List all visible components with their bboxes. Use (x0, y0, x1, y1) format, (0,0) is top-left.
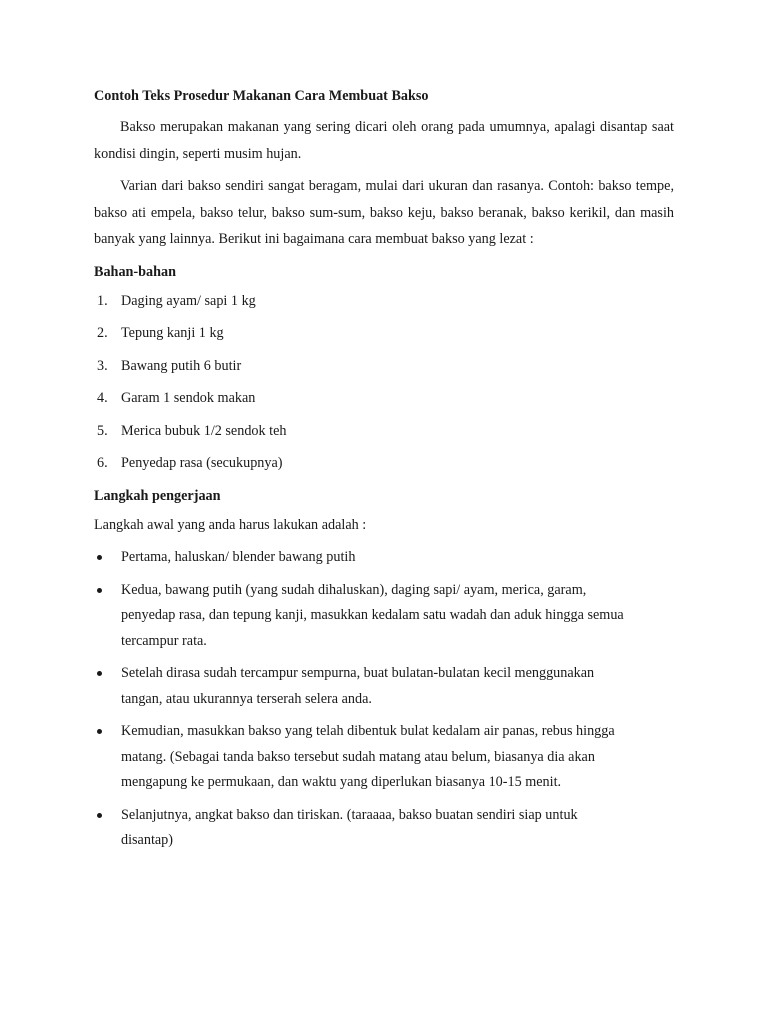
list-item (94, 803, 654, 854)
list-item (94, 452, 674, 485)
list-number: 6. (97, 455, 108, 472)
list-number: 3. (97, 357, 108, 374)
step-line: tercampur rata. (121, 632, 207, 649)
list-item (94, 387, 674, 420)
bullet-icon (97, 729, 102, 734)
list-item (94, 290, 674, 323)
list-number: 2. (97, 325, 108, 342)
step-line: Selanjutnya, angkat bakso dan tiriskan. (taraaaa, bakso buatan sendiri siap untuk (121, 806, 578, 823)
bahan-list (94, 290, 674, 486)
variant-paragraph: Varian dari bakso sendiri sangat beragam, mulai dari ukuran dan rasanya. Contoh: bakso tempe, bakso ati empela, bakso telur, bakso sum-sum, bakso keju, bakso beranak, bakso kerikil, dan masih banyak yang lainnya. Berikut ini bagaimana cara membuat bakso yang lezat : (94, 178, 674, 247)
list-number: 1. (97, 292, 108, 309)
list-item (94, 545, 654, 571)
step-line: Setelah dirasa sudah tercampur sempurna, buat bulatan-bulatan kecil menggunakan (121, 665, 595, 682)
list-item (94, 719, 654, 796)
step-line: matang. (Sebagai tanda bakso tersebut sudah matang atau belum, biasanya dia akan (121, 748, 595, 765)
step-line: tangan, atau ukurannya terserah selera anda. (121, 690, 372, 707)
list-item-text: Merica bubuk 1/2 sendok teh (121, 422, 287, 439)
bullet-icon (97, 588, 102, 593)
list-item (94, 322, 674, 355)
step-line: mengapung ke permukaan, dan waktu yang diperlukan biasanya 10-15 menit. (121, 774, 562, 791)
document-title: Contoh Teks Prosedur Makanan Cara Membuat Bakso (94, 88, 429, 104)
step-line: Pertama, haluskan/ blender bawang putih (121, 549, 356, 566)
list-item-text: Garam 1 sendok makan (121, 390, 256, 407)
langkah-list (94, 545, 654, 854)
bullet-icon (97, 813, 102, 818)
list-item (94, 355, 674, 388)
bullet-icon (97, 671, 102, 676)
langkah-heading: Langkah pengerjaan (94, 488, 221, 505)
step-line: disantap) (121, 832, 174, 849)
list-number: 4. (97, 390, 108, 407)
document-content (94, 85, 674, 861)
step-line: penyedap rasa, dan tepung kanji, masukkan kedalam satu wadah dan aduk hingga semua (121, 607, 624, 624)
list-item-text: Tepung kanji 1 kg (121, 325, 224, 342)
list-item-text: Daging ayam/ sapi 1 kg (121, 292, 256, 309)
intro-paragraph: Bakso merupakan makanan yang sering dicari oleh orang pada umumnya, apalagi disantap saat kondisi dingin, seperti musim hujan. (94, 119, 674, 162)
step-line: Kemudian, masukkan bakso yang telah dibentuk bulat kedalam air panas, rebus hingga (121, 723, 615, 740)
list-number: 5. (97, 422, 108, 439)
langkah-intro: Langkah awal yang anda harus lakukan adalah : (94, 517, 367, 534)
list-item (94, 578, 654, 655)
list-item-text: Bawang putih 6 butir (121, 357, 242, 374)
list-item (94, 420, 674, 453)
list-item-text: Penyedap rasa (secukupnya) (121, 455, 283, 472)
bahan-heading: Bahan-bahan (94, 263, 177, 280)
step-line: Kedua, bawang putih (yang sudah dihaluskan), daging sapi/ ayam, merica, garam, (121, 581, 587, 598)
list-item (94, 661, 654, 712)
bullet-icon (97, 555, 102, 560)
